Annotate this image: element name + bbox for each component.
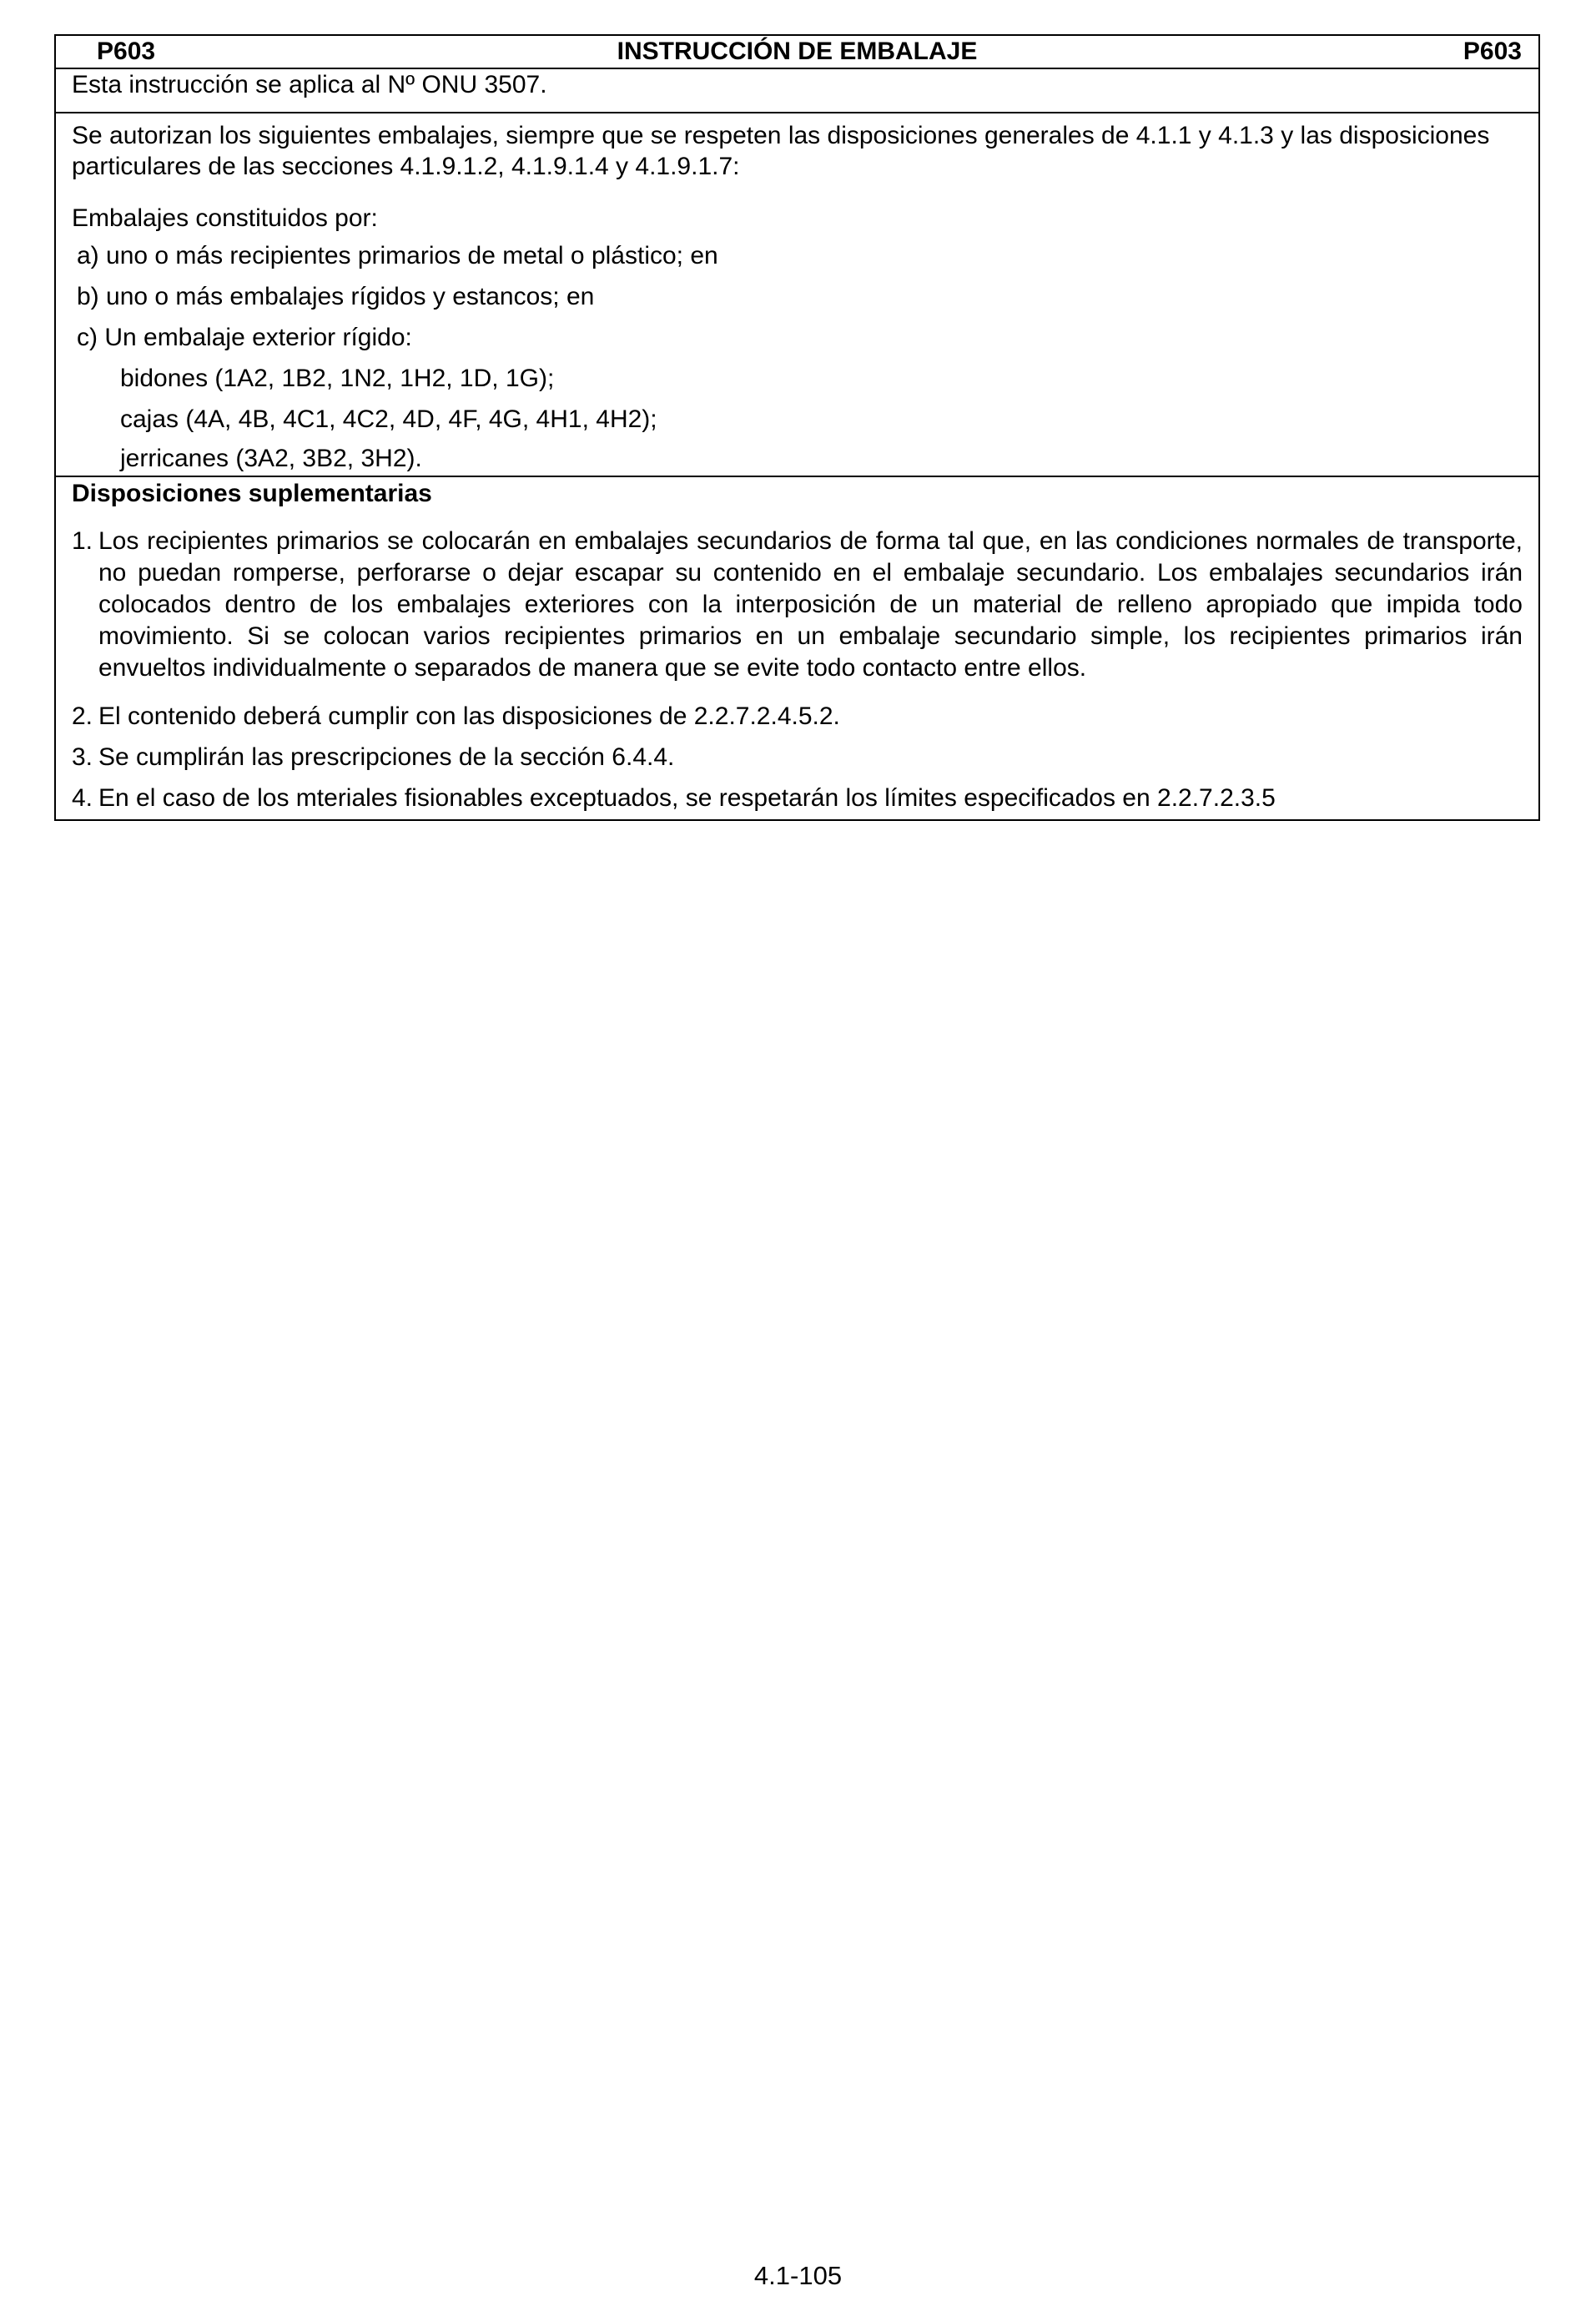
applies-text: Esta instrucción se aplica al Nº ONU 3507. [72,71,547,98]
item-number: 3. [72,743,93,771]
outer-packaging-item: cajas (4A, 4B, 4C1, 4C2, 4D, 4F, 4G, 4H1, 4H2); [120,405,657,433]
instruction-title: INSTRUCCIÓN DE EMBALAJE [617,38,978,65]
item-number: 2. [72,702,93,730]
list-item: b) uno o más embalajes rígidos y estancos; en [77,283,595,310]
page-number: 4.1-105 [753,2261,843,2290]
item-text: Se cumplirán las prescripciones de la sección 6.4.4. [98,743,675,771]
table-header-row [56,36,1538,69]
supplementary-item [72,783,1523,814]
item-number: 4. [72,784,93,812]
supplementary-item [72,701,1523,733]
consists-label: Embalajes constituidos por: [72,204,378,232]
item-text: El contenido deberá cumplir con las disposiciones de 2.2.7.2.4.5.2. [98,702,840,730]
supplementary-list [72,526,1523,814]
supplementary-item [72,526,1523,684]
outer-packaging-item: jerricanes (3A2, 3B2, 3H2). [120,445,422,472]
packing-instruction-table [54,34,1540,821]
supplementary-title: Disposiciones suplementarias [72,480,432,507]
item-text: En el caso de los mteriales fisionables exceptuados, se respetarán los límites especificados en 2.2.7.2.3.5 [98,784,1276,812]
outer-packaging-item: bidones (1A2, 1B2, 1N2, 1H2, 1D, 1G); [120,365,555,392]
supplementary-item [72,742,1523,773]
instruction-code-left: P603 [97,38,156,65]
supplementary-provisions-row [56,477,1538,819]
item-number: 1. [72,527,93,555]
list-item: a) uno o más recipientes primarios de metal o plástico; en [77,242,718,269]
authorized-intro-text: Se autorizan los siguientes embalajes, siempre que se respeten las disposiciones generales de 4.1.1 y 4.1.3 y las disposiciones particulares de las secciones 4.1.9.1.2, 4.1.9.1.4 y 4.1.9.1.7: [72,122,1490,180]
list-item: c) Un embalaje exterior rígido: [77,324,412,351]
item-text: Los recipientes primarios se colocarán en embalajes secundarios de forma tal que, en las condiciones normales de transporte, no puedan romperse, perforarse o dejar escapar su contenido en el embalaje secundario. Los embalajes secundarios irán colocados dentro de los embalajes exteriores con la interposición de un material de relleno apropiado que impida todo movimiento. Si se colocan varios recipientes primarios en un embalaje secundario simple, los recipientes primarios irán envueltos individualmente o separados de manera que se evite todo contacto entre ellos. [98,527,1523,682]
instruction-code-right: P603 [1463,38,1522,65]
authorized-packagings-row [56,113,1538,477]
